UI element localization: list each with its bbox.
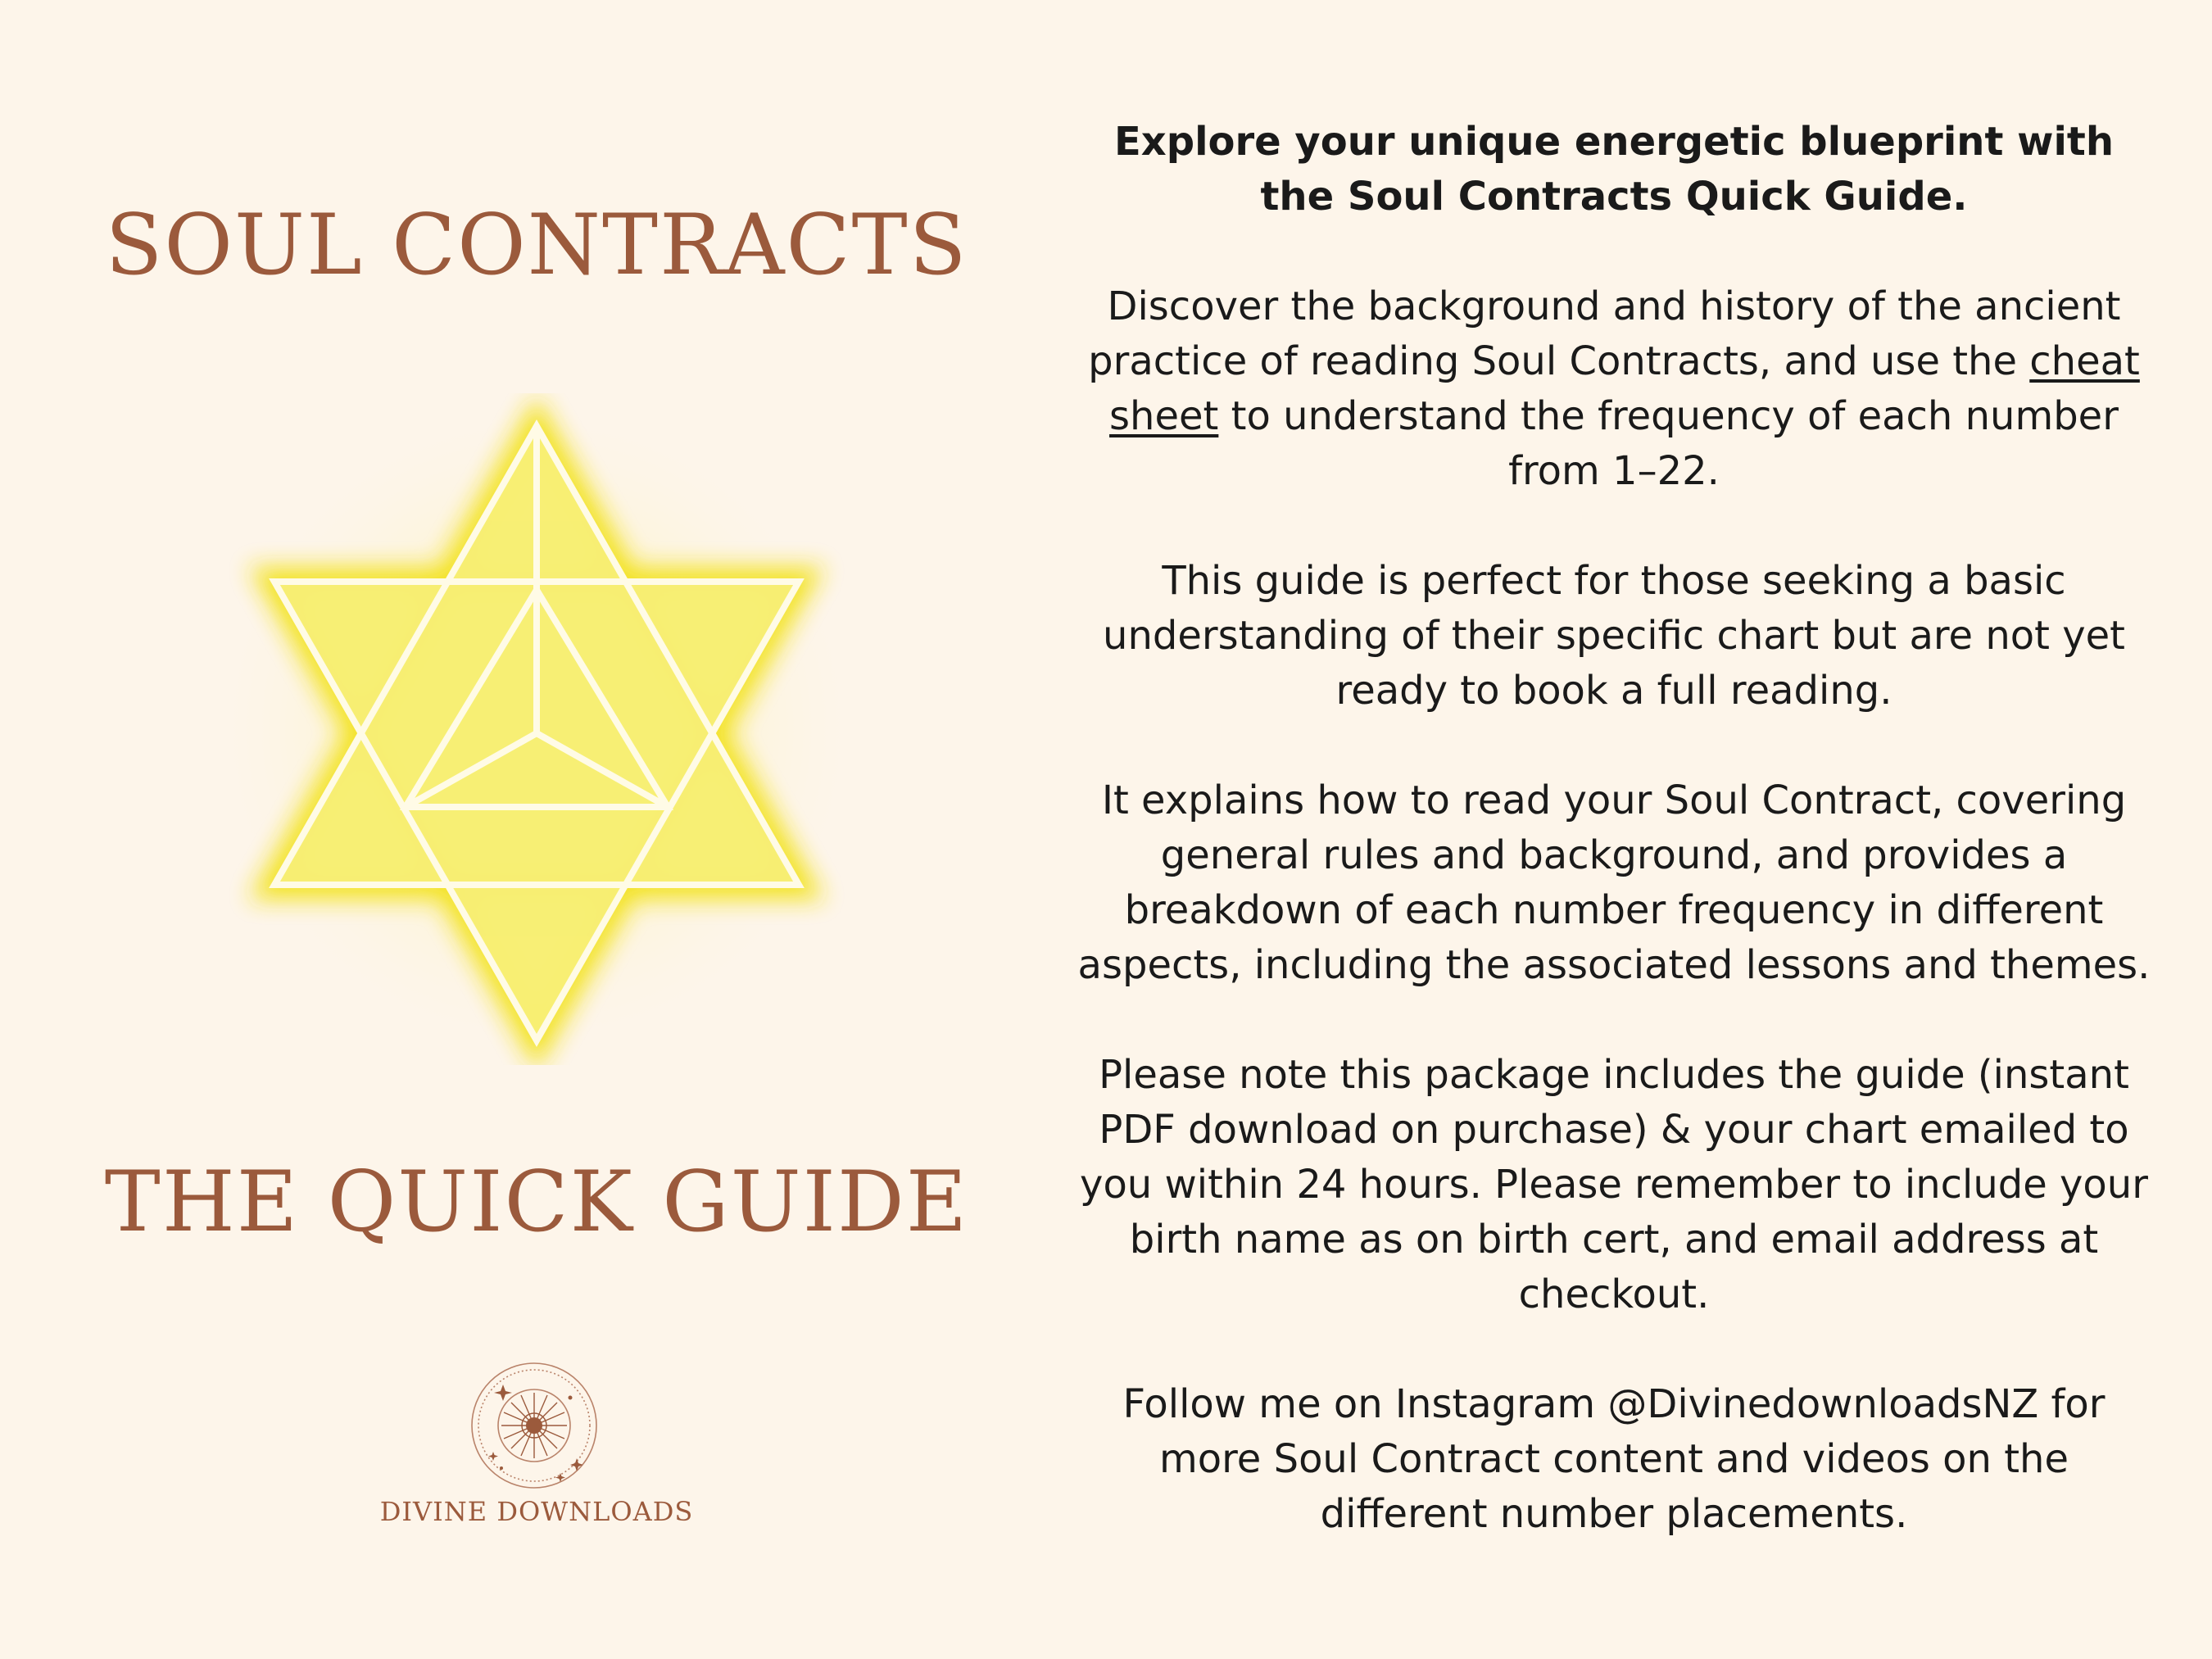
cheat-sheet-link[interactable]: cheat sheet (1109, 338, 2140, 439)
intro-text: Explore your unique energetic blueprint with the Soul Contracts Quick Guide. (1113, 119, 2115, 220)
merkaba-star-icon (209, 393, 864, 1065)
paragraph-background-end: to understand the frequency of each number from 1–22. (1218, 393, 2119, 494)
paragraph-instagram: Follow me on Instagram @DivinedownloadsNZ for more Soul Contract content and videos on the different number placements. (1122, 1381, 2105, 1537)
paragraph-background-start: Discover the background and history of the ancient practice of reading Soul Contracts, and use the (1088, 283, 2121, 384)
paragraph-contents: It explains how to read your Soul Contract, covering general rules and background, and provides a breakdown of each number frequency in different aspects, including the associated lessons and themes. (1077, 777, 2151, 988)
paragraph-package-note: Please note this package includes the guide (instant PDF download on purchase) & your chart emailed to you within 24 hours. Please remember to include your birth name as on birth cert, and email address at checkout. (1080, 1052, 2148, 1317)
brand-name: DIVINE DOWNLOADS (379, 1496, 694, 1527)
cover-panel (0, 0, 1073, 1659)
divine-downloads-logo-icon (469, 1360, 600, 1491)
cover-title: SOUL CONTRACTS (105, 197, 968, 294)
description-panel (1073, 115, 2155, 1597)
cover-subtitle: THE QUICK GUIDE (104, 1154, 969, 1251)
paragraph-background (1073, 279, 2155, 499)
paragraph-audience: This guide is perfect for those seeking a basic understanding of their specific chart but are not yet ready to book a full reading. (1103, 558, 2125, 714)
